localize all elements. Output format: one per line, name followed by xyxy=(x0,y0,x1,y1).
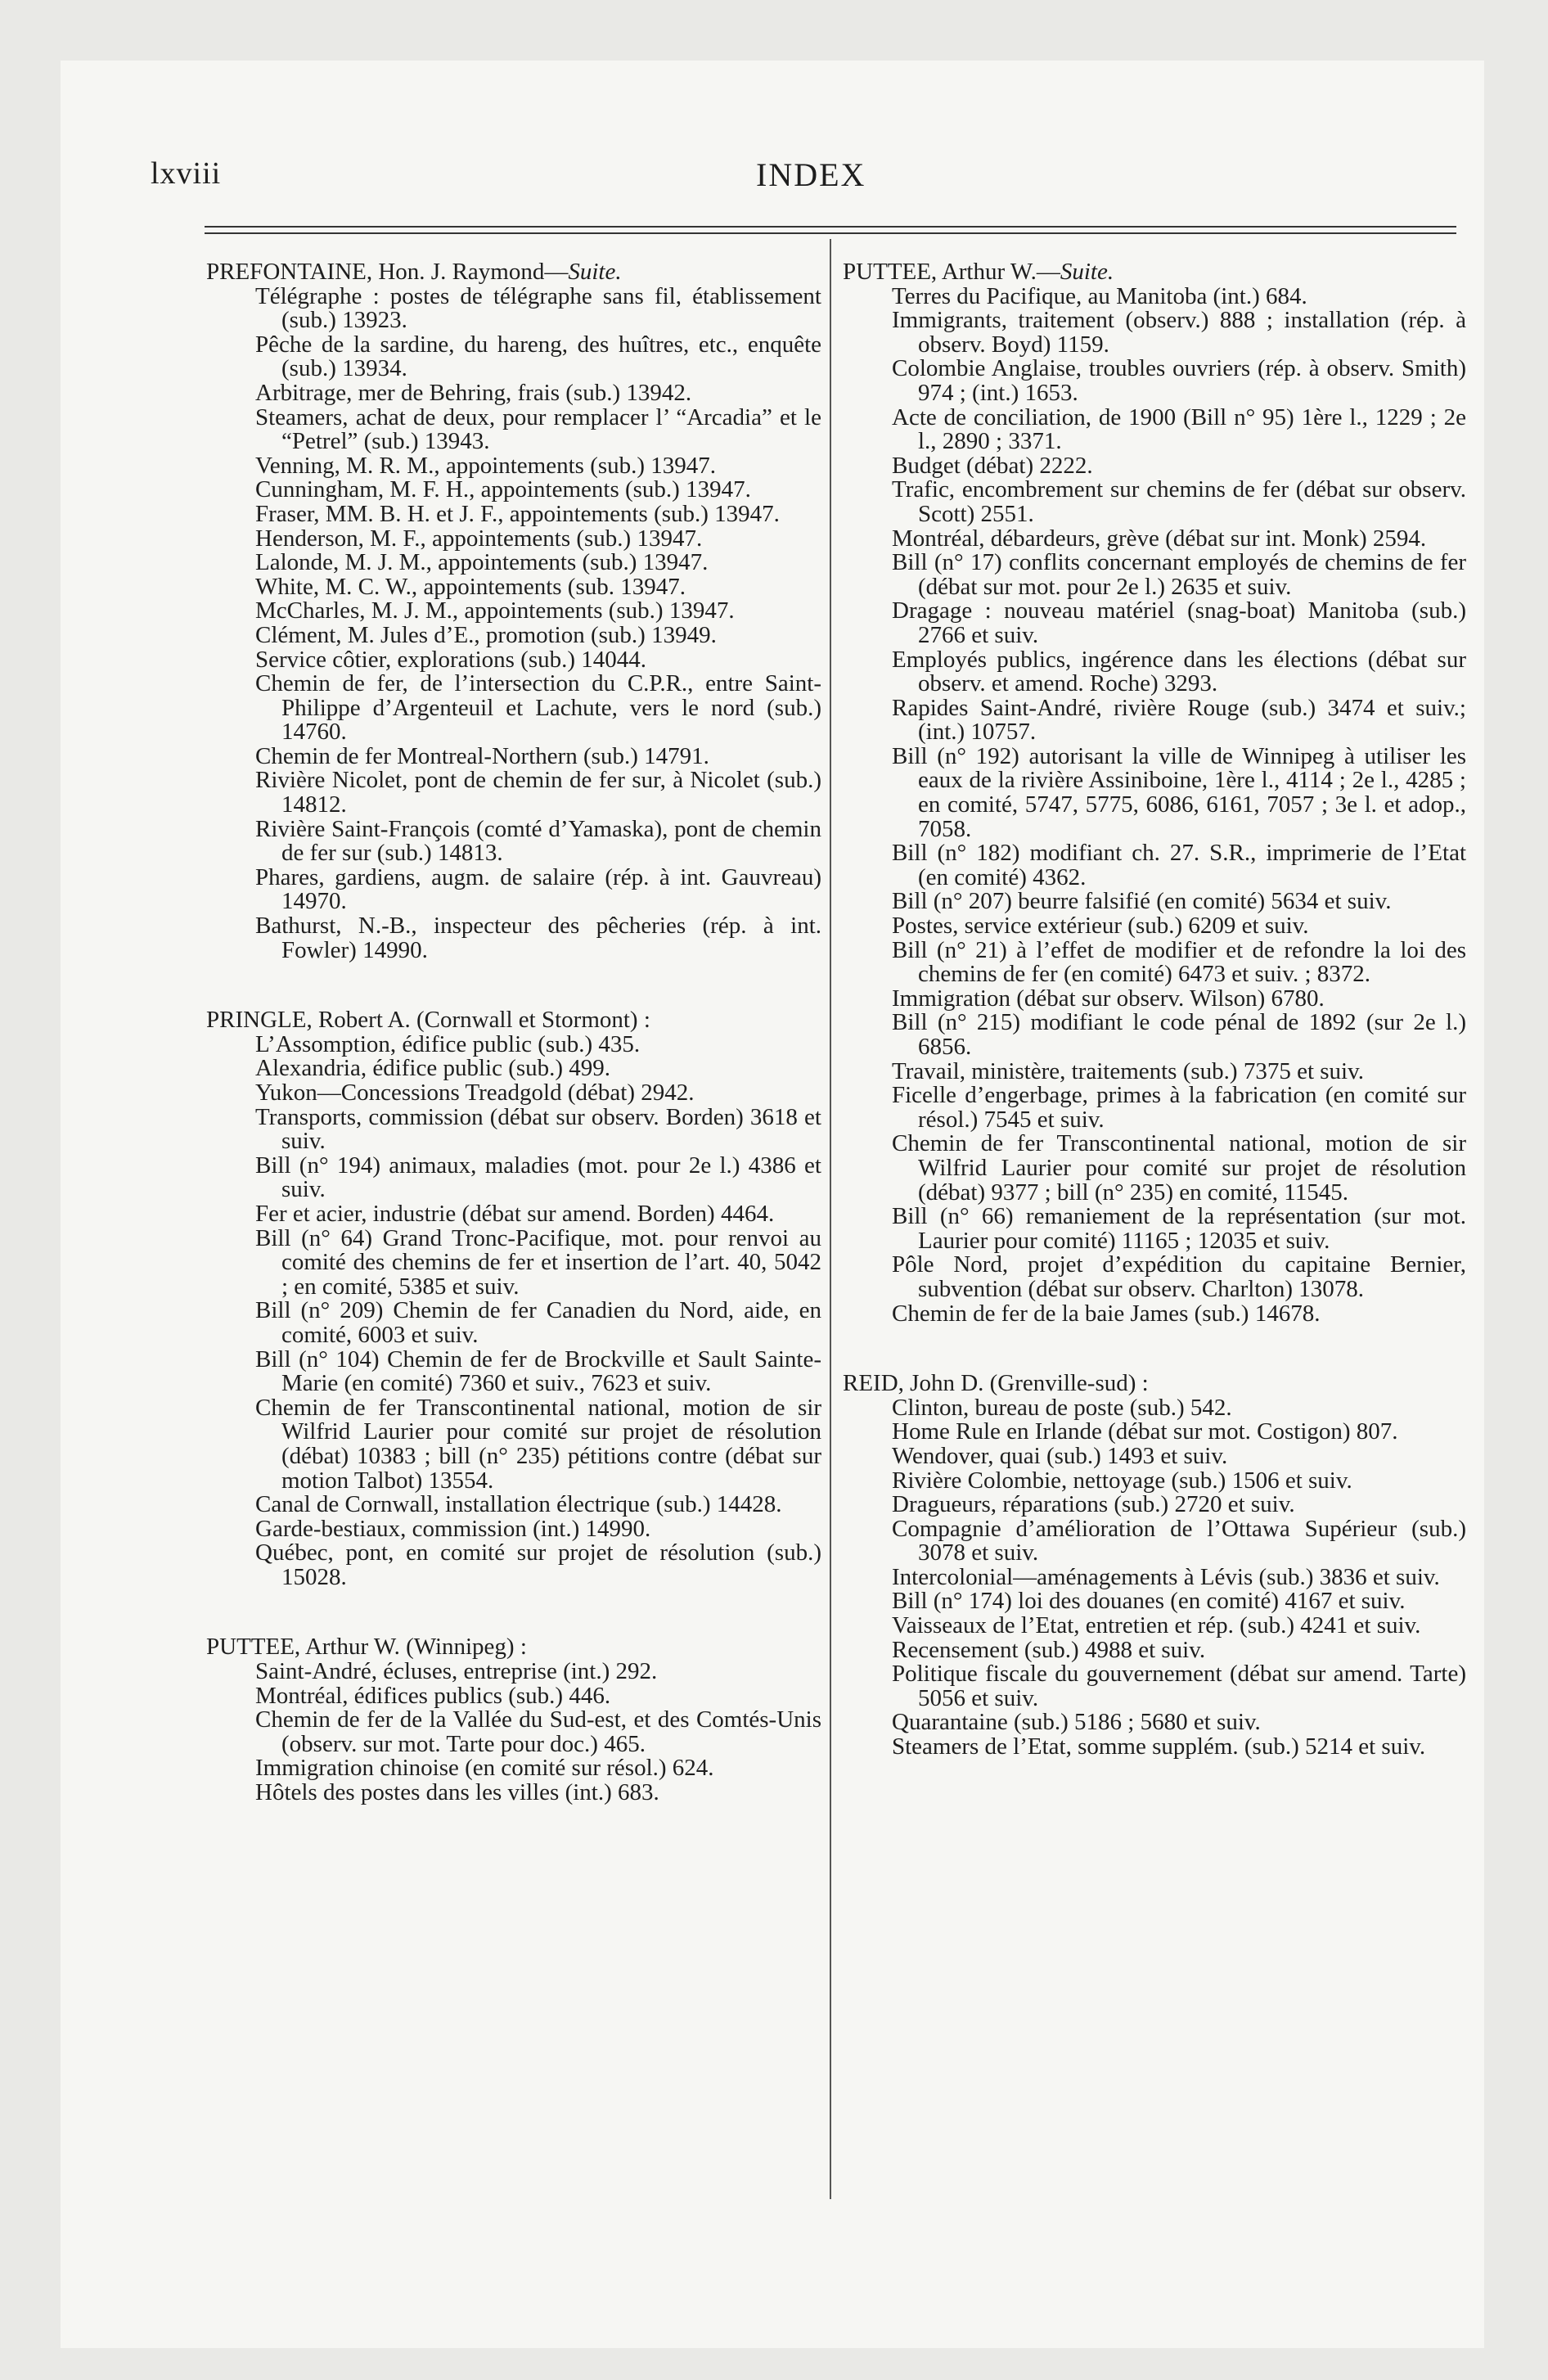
section-gap xyxy=(206,962,821,1008)
index-entry: Rivière Saint-François (comté d’Yamaska), pont de chemin de fer sur (sub.) 14813. xyxy=(255,815,821,867)
index-entry: Immigration chinoise (en comité sur résol.) 624. xyxy=(255,1755,714,1782)
index-entry: Bill (n° 174) loi des douanes (en comité) 4167 et suiv. xyxy=(892,1588,1406,1615)
heading-name: PUTTEE, Arthur W.— xyxy=(843,259,1060,285)
index-entry: Bill (n° 104) Chemin de fer de Brockville et Sault Sainte-Marie (en comité) 7360 et suiv., 7623 et suiv. xyxy=(255,1346,821,1397)
right-column xyxy=(843,260,1466,1760)
index-section xyxy=(843,1372,1466,1760)
index-entry: Steamers de l’Etat, somme supplém. (sub.) 5214 et suiv. xyxy=(892,1733,1426,1760)
index-entry: Fraser, MM. B. H. et J. F., appointements (sub.) 13947. xyxy=(255,500,780,527)
index-entry: McCharles, M. J. M., appointements (sub.) 13947. xyxy=(255,597,735,624)
index-entry: Chemin de fer de la baie James (sub.) 14678. xyxy=(892,1300,1321,1327)
index-entry: White, M. C. W., appointements (sub. 13947. xyxy=(255,573,686,600)
index-entry: Rivière Nicolet, pont de chemin de fer sur, à Nicolet (sub.) 14812. xyxy=(255,767,821,818)
index-section xyxy=(843,260,1466,1326)
page-number: lxviii xyxy=(151,156,222,191)
index-entry: Wendover, quai (sub.) 1493 et suiv. xyxy=(892,1442,1228,1469)
heading-name: PUTTEE, Arthur W. (Winnipeg) : xyxy=(206,1634,527,1661)
index-entry: Alexandria, édifice public (sub.) 499. xyxy=(255,1055,611,1082)
heading-continued: Suite. xyxy=(568,259,622,285)
index-entry: Rapides Saint-André, rivière Rouge (sub.) 3474 et suiv.; (int.) 10757. xyxy=(892,694,1466,746)
index-entry: Terres du Pacifique, au Manitoba (int.) 684. xyxy=(892,282,1307,309)
index-heading xyxy=(206,260,821,285)
index-heading xyxy=(206,1635,821,1660)
heading-continued: Suite. xyxy=(1060,259,1114,285)
index-entry: Saint-André, écluses, entreprise (int.) 292. xyxy=(255,1658,658,1685)
index-entry: Service côtier, explorations (sub.) 14044. xyxy=(255,646,647,673)
index-entry: Colombie Anglaise, troubles ouvriers (rép. à observ. Smith) 974 ; (int.) 1653. xyxy=(892,355,1466,406)
index-entry: Postes, service extérieur (sub.) 6209 et suiv. xyxy=(892,913,1309,940)
section-gap xyxy=(206,1589,821,1635)
index-entry: Pôle Nord, projet d’expédition du capitaine Bernier, subvention (débat sur observ. Charlton) 13078. xyxy=(892,1251,1466,1302)
index-section xyxy=(206,260,821,962)
index-entry: Garde-bestiaux, commission (int.) 14990. xyxy=(255,1515,651,1542)
heading-name: PREFONTAINE, Hon. J. Raymond— xyxy=(206,259,569,285)
index-entry: Arbitrage, mer de Behring, frais (sub.) 13942. xyxy=(255,379,692,406)
index-entry: Vaisseaux de l’Etat, entretien et rép. (sub.) 4241 et suiv. xyxy=(892,1612,1421,1639)
index-entry: Bill (n° 192) autorisant la ville de Winnipeg à utiliser les eaux de la rivière Assiniboine, 1ère l., 4114 ; 2e l., 4285 ; en comité, 5747, 5775, 6086, 6161, 7057 ; 3e l. et adop., 7058. xyxy=(892,742,1466,842)
index-entry: Fer et acier, industrie (débat sur amend. Borden) 4464. xyxy=(255,1200,775,1227)
index-entry: Bill (n° 209) Chemin de fer Canadien du Nord, aide, en comité, 6003 et suiv. xyxy=(255,1297,821,1348)
index-entry: Montréal, édifices publics (sub.) 446. xyxy=(255,1682,611,1709)
index-heading xyxy=(843,1372,1466,1396)
index-entry: Montréal, débardeurs, grève (débat sur int. Monk) 2594. xyxy=(892,525,1427,552)
index-entry: Bill (n° 215) modifiant le code pénal de 1892 (sur 2e l.) 6856. xyxy=(892,1009,1466,1060)
index-entry: Bill (n° 17) conflits concernant employés de chemins de fer (débat sur mot. pour 2e l.) 2635 et suiv. xyxy=(892,549,1466,600)
index-entry: Télégraphe : postes de télégraphe sans fil, établissement (sub.) 13923. xyxy=(255,282,821,334)
index-entry: Hôtels des postes dans les villes (int.) 683. xyxy=(255,1779,659,1806)
heading-name: REID, John D. (Grenville-sud) : xyxy=(843,1370,1149,1397)
index-heading xyxy=(843,260,1466,285)
index-entry: L’Assomption, édifice public (sub.) 435. xyxy=(255,1030,641,1057)
index-entry: Bill (n° 21) à l’effet de modifier et de refondre la loi des chemins de fer (en comité) 6473 et suiv. ; 8372. xyxy=(892,936,1466,988)
index-entry: Bill (n° 207) beurre falsifié (en comité) 5634 et suiv. xyxy=(892,888,1392,915)
index-entry: Cunningham, M. F. H., appointements (sub.) 13947. xyxy=(255,476,751,503)
index-entry: Trafic, encombrement sur chemins de fer (débat sur observ. Scott) 2551. xyxy=(892,476,1466,527)
index-heading xyxy=(206,1008,821,1033)
index-entry: Clinton, bureau de poste (sub.) 542. xyxy=(892,1394,1232,1421)
running-title: INDEX xyxy=(756,156,866,193)
index-entry: Intercolonial—aménagements à Lévis (sub.) 3836 et suiv. xyxy=(892,1563,1440,1590)
index-section xyxy=(206,1008,821,1589)
index-entry: Dragueurs, réparations (sub.) 2720 et suiv. xyxy=(892,1491,1295,1518)
index-entry: Quarantaine (sub.) 5186 ; 5680 et suiv. xyxy=(892,1709,1261,1736)
index-entry: Québec, pont, en comité sur projet de résolution (sub.) 15028. xyxy=(255,1539,821,1590)
index-entry: Steamers, achat de deux, pour remplacer l’ “Arcadia” et le “Petrel” (sub.) 13943. xyxy=(255,403,821,455)
index-entry: Phares, gardiens, augm. de salaire (rép. à int. Gauvreau) 14970. xyxy=(255,863,821,915)
index-entry: Venning, M. R. M., appointements (sub.) 13947. xyxy=(255,452,717,479)
index-entry: Bathurst, N.-B., inspecteur des pêcheries (rép. à int. Fowler) 14990. xyxy=(255,913,821,963)
index-entry: Politique fiscale du gouvernement (débat sur amend. Tarte) 5056 et suiv. xyxy=(892,1661,1466,1711)
index-entry: Chemin de fer Transcontinental national, motion de sir Wilfrid Laurier pour comité sur projet de résolution (débat) 9377 ; bill (n° 235) en comité, 11545. xyxy=(892,1130,1466,1206)
index-entry: Canal de Cornwall, installation électrique (sub.) 14428. xyxy=(255,1491,782,1518)
column-divider xyxy=(830,239,831,2199)
index-entry: Bill (n° 182) modifiant ch. 27. S.R., imprimerie de l’Etat (en comité) 4362. xyxy=(892,840,1466,890)
left-column xyxy=(206,260,821,1805)
index-entry: Chemin de fer Transcontinental national, motion de sir Wilfrid Laurier pour comité sur projet de résolution (débat) 10383 ; bill (n° 235) pétitions contre (débat sur motion Talbot) 13554. xyxy=(255,1394,821,1494)
heading-name: PRINGLE, Robert A. (Cornwall et Stormont) : xyxy=(206,1007,650,1034)
index-entry: Travail, ministère, traitements (sub.) 7375 et suiv. xyxy=(892,1057,1364,1084)
index-entry: Compagnie d’amélioration de l’Ottawa Supérieur (sub.) 3078 et suiv. xyxy=(892,1515,1466,1566)
index-section xyxy=(206,1635,821,1805)
index-entry: Home Rule en Irlande (débat sur mot. Costigon) 807. xyxy=(892,1418,1398,1445)
index-entry: Henderson, M. F., appointements (sub.) 13947. xyxy=(255,525,703,552)
index-entry: Immigration (débat sur observ. Wilson) 6780. xyxy=(892,985,1325,1012)
index-entry: Ficelle d’engerbage, primes à la fabrication (en comité sur résol.) 7545 et suiv. xyxy=(892,1082,1466,1133)
index-entry: Chemin de fer, de l’intersection du C.P.R., entre Saint-Philippe d’Argenteuil et Lachute, vers le nord (sub.) 14760. xyxy=(255,670,821,746)
index-entry: Yukon—Concessions Treadgold (débat) 2942. xyxy=(255,1080,695,1106)
index-entry: Chemin de fer Montreal-Northern (sub.) 14791. xyxy=(255,742,709,769)
index-entry: Bill (n° 66) remaniement de la représentation (sur mot. Laurier pour comité) 11165 ; 12035 et suiv. xyxy=(892,1203,1466,1254)
page-header xyxy=(151,156,1451,205)
index-entry: Transports, commission (débat sur observ. Borden) 3618 et suiv. xyxy=(255,1103,821,1155)
index-entry: Employés publics, ingérence dans les élections (débat sur observ. et amend. Roche) 3293. xyxy=(892,646,1466,697)
index-entry: Acte de conciliation, de 1900 (Bill n° 95) 1ère l., 1229 ; 2e l., 2890 ; 3371. xyxy=(892,403,1466,455)
index-entry: Bill (n° 194) animaux, maladies (mot. pour 2e l.) 4386 et suiv. xyxy=(255,1152,821,1203)
index-entry: Immigrants, traitement (observ.) 888 ; installation (rép. à observ. Boyd) 1159. xyxy=(892,307,1466,358)
index-entry: Rivière Colombie, nettoyage (sub.) 1506 et suiv. xyxy=(892,1467,1352,1494)
index-entry: Budget (débat) 2222. xyxy=(892,452,1093,479)
header-rule xyxy=(205,226,1456,234)
index-entry: Clément, M. Jules d’E., promotion (sub.) 13949. xyxy=(255,621,717,648)
index-entry: Pêche de la sardine, du hareng, des huîtres, etc., enquête (sub.) 13934. xyxy=(255,331,821,382)
index-entry: Chemin de fer de la Vallée du Sud-est, et des Comtés-Unis (observ. sur mot. Tarte pour doc.) 465. xyxy=(255,1706,821,1757)
index-entry: Lalonde, M. J. M., appointements (sub.) 13947. xyxy=(255,549,709,576)
section-gap xyxy=(843,1326,1466,1372)
index-entry: Bill (n° 64) Grand Tronc-Pacifique, mot. pour renvoi au comité des chemins de fer et insertion de l’art. 40, 5042 ; en comité, 5385 et suiv. xyxy=(255,1224,821,1300)
index-entry: Recensement (sub.) 4988 et suiv. xyxy=(892,1636,1206,1663)
index-entry: Dragage : nouveau matériel (snag-boat) Manitoba (sub.) 2766 et suiv. xyxy=(892,597,1466,648)
